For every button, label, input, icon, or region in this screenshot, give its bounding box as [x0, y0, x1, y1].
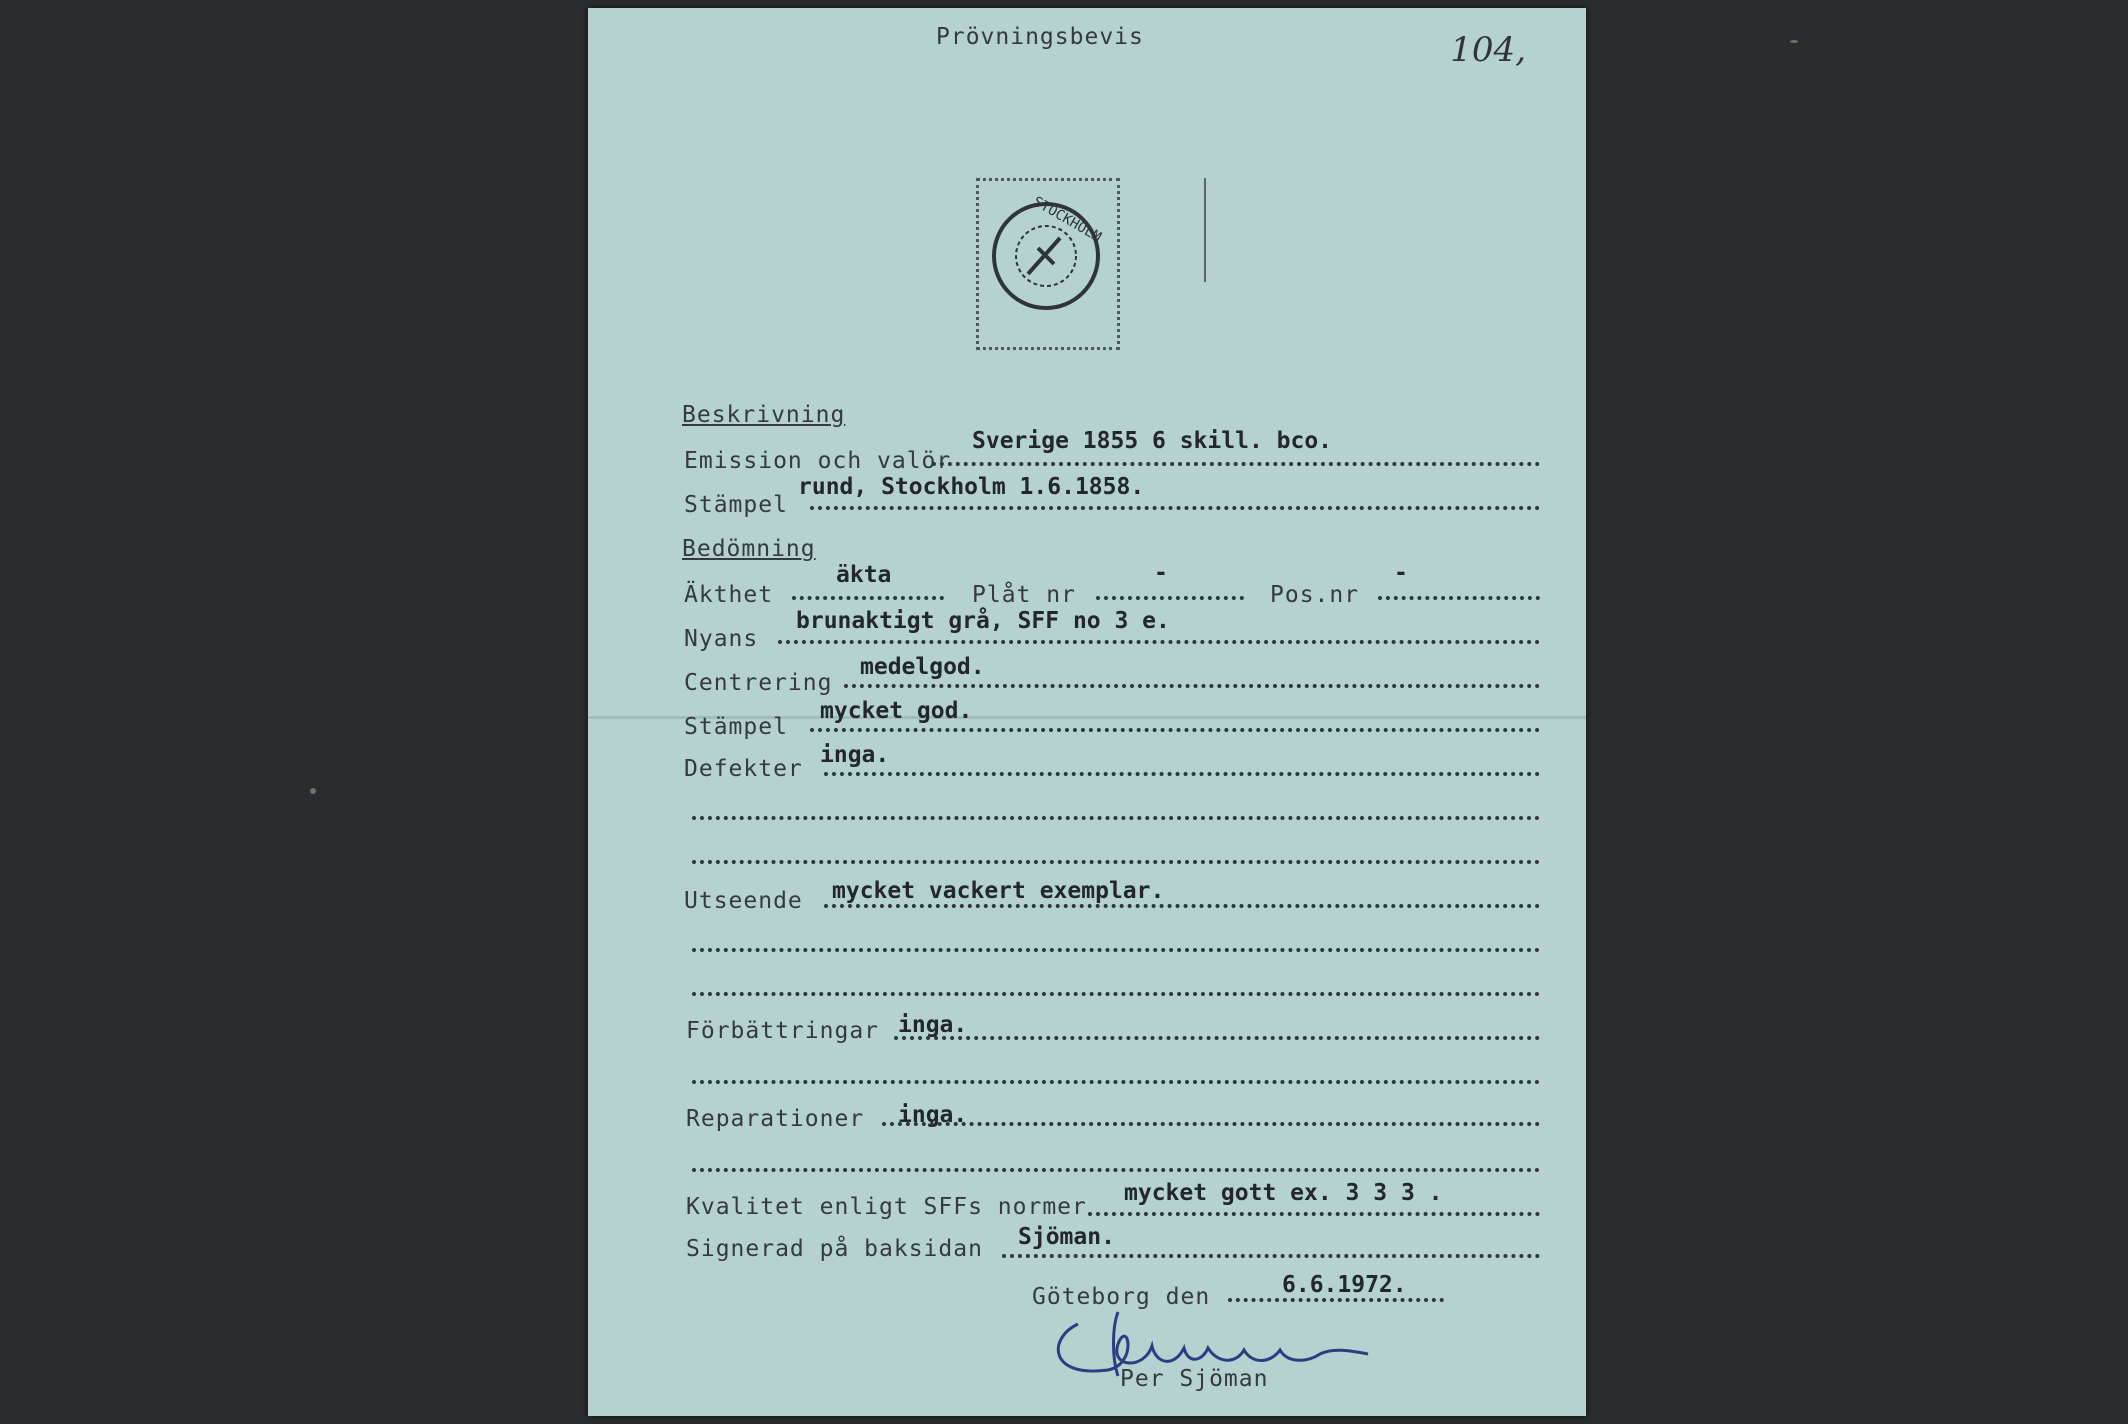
stampel-dotted-line: [810, 506, 1540, 510]
stampel-label: Stämpel: [684, 492, 788, 518]
pos-value: -: [1394, 560, 1408, 586]
nyans-label: Nyans: [684, 626, 759, 652]
stampel-value: rund, Stockholm 1.6.1858.: [798, 474, 1145, 500]
kvalitet-label: Kvalitet enligt SFFs normer: [686, 1194, 1087, 1220]
reparationer-value: inga.: [898, 1102, 968, 1128]
akthet-dotted-line: [792, 596, 944, 600]
pos-label: Pos.nr: [1270, 582, 1360, 608]
signerad-label: Signerad på baksidan: [686, 1236, 983, 1262]
postmark-image: [976, 178, 1116, 348]
paper-crease-mark: [1204, 178, 1206, 282]
folio-number: 104,: [1450, 30, 1526, 70]
plat-value: -: [1154, 560, 1168, 586]
stampel2-label: Stämpel: [684, 714, 788, 740]
reparationer-dotted-line: [882, 1122, 1540, 1126]
forbattringar-label: Förbättringar: [686, 1018, 880, 1044]
reparationer-extra-line: [692, 1168, 1540, 1172]
background-speck: [1790, 40, 1798, 43]
kvalitet-dotted-line: [1088, 1212, 1540, 1216]
forbattringar-extra-line: [692, 1080, 1540, 1084]
centrering-label: Centrering: [684, 670, 833, 696]
svg-text:STOCKHOLM: STOCKHOLM: [1030, 193, 1104, 246]
signerad-dotted-line: [1002, 1254, 1540, 1258]
emission-label: Emission och valör: [684, 448, 952, 474]
plat-label: Plåt nr: [972, 582, 1076, 608]
centrering-value: medelgod.: [860, 654, 985, 680]
defekter-dotted-line: [824, 772, 1540, 776]
utseende-extra-line-2: [692, 992, 1540, 996]
defekter-extra-line-1: [692, 816, 1540, 820]
utseende-extra-line-1: [692, 948, 1540, 952]
datum-value: 6.6.1972.: [1282, 1272, 1407, 1298]
kvalitet-value: mycket gott ex. 3 3 3 .: [1124, 1180, 1443, 1206]
defekter-value: inga.: [820, 742, 890, 768]
pos-dotted-line: [1378, 596, 1540, 600]
document-title: Prövningsbevis: [936, 24, 1144, 50]
emission-value: Sverige 1855 6 skill. bco.: [972, 428, 1333, 454]
certificate-sheet: [588, 8, 1586, 1416]
defekter-label: Defekter: [684, 756, 803, 782]
akthet-label: Äkthet: [684, 582, 774, 608]
stampel2-dotted-line: [810, 728, 1540, 732]
plat-dotted-line: [1096, 596, 1244, 600]
ort-label: Göteborg den: [1032, 1284, 1211, 1310]
utseende-dotted-line: [824, 904, 1540, 908]
emission-dotted-line: [932, 462, 1540, 466]
utseende-label: Utseende: [684, 888, 803, 914]
nyans-dotted-line: [778, 640, 1540, 644]
forbattringar-value: inga.: [898, 1012, 968, 1038]
signatory-name: Per Sjöman: [1120, 1366, 1269, 1392]
background-speck: [310, 788, 316, 794]
section-heading-bedomning: Bedömning: [682, 536, 816, 562]
section-heading-beskrivning: Beskrivning: [682, 402, 846, 428]
utseende-value: mycket vackert exemplar.: [832, 878, 1165, 904]
stampel2-value: mycket god.: [820, 698, 973, 724]
forbattringar-dotted-line: [894, 1036, 1540, 1040]
reparationer-label: Reparationer: [686, 1106, 865, 1132]
nyans-value: brunaktigt grå, SFF no 3 e.: [796, 608, 1170, 634]
centrering-dotted-line: [844, 684, 1540, 688]
signerad-value: Sjöman.: [1018, 1224, 1115, 1250]
defekter-extra-line-2: [692, 860, 1540, 864]
akthet-value: äkta: [836, 562, 892, 588]
